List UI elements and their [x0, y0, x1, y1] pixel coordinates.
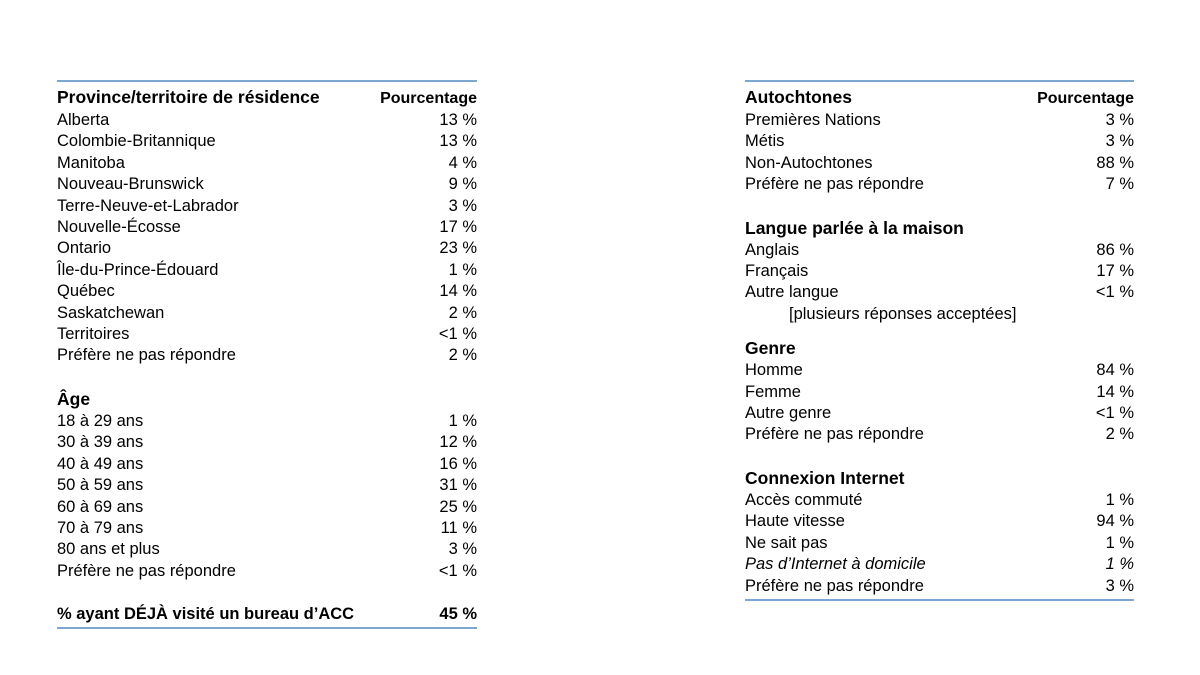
row-label: 70 à 79 ans — [57, 518, 144, 537]
age-section-heading — [57, 388, 477, 411]
group-spacer — [745, 446, 1134, 467]
table-top-rule — [745, 80, 1134, 82]
table-row — [57, 539, 477, 560]
row-value: 86 % — [1096, 240, 1134, 259]
row-value: 1 % — [1105, 490, 1134, 509]
table-row — [745, 533, 1134, 554]
row-label: 40 à 49 ans — [57, 454, 144, 473]
table-row — [57, 345, 477, 366]
table-row — [745, 153, 1134, 174]
row-label: 80 ans et plus — [57, 540, 160, 559]
row-label: Préfère ne pas répondre — [745, 175, 924, 194]
table-row — [57, 324, 477, 345]
table-row — [57, 518, 477, 539]
summary-spacer — [57, 582, 477, 603]
age-rows — [57, 411, 477, 582]
row-value: 25 % — [439, 497, 477, 516]
internet-heading-label: Connexion Internet — [745, 467, 905, 488]
row-label: Autre langue — [745, 283, 839, 302]
table-row — [745, 490, 1134, 511]
table-row — [57, 238, 477, 259]
table-row — [57, 497, 477, 518]
table-row — [57, 153, 477, 174]
province-rows — [57, 110, 477, 367]
row-label: Premières Nations — [745, 111, 881, 129]
table-row — [745, 403, 1134, 424]
row-value: <1 % — [1095, 283, 1134, 302]
table-row — [57, 260, 477, 281]
table-row — [57, 217, 477, 238]
language-rows — [745, 240, 1134, 304]
row-value: 1 % — [1105, 555, 1134, 574]
table-row — [745, 110, 1134, 131]
row-value: 94 % — [1096, 512, 1134, 531]
table-row — [745, 282, 1134, 303]
table-row — [745, 261, 1134, 282]
table-row — [57, 454, 477, 475]
row-label: 18 à 29 ans — [57, 411, 144, 430]
row-value: 2 % — [448, 303, 477, 322]
row-value: <1 % — [438, 325, 477, 344]
gender-rows — [745, 360, 1134, 446]
age-heading-label: Âge — [57, 388, 91, 409]
row-value: 13 % — [439, 111, 477, 129]
language-heading-label: Langue parlée à la maison — [745, 217, 964, 238]
row-label: Préfère ne pas répondre — [745, 576, 924, 595]
table-row — [57, 432, 477, 453]
row-label: Ne sait pas — [745, 533, 828, 552]
table-row — [745, 174, 1134, 195]
table-row — [745, 240, 1134, 261]
column-header-category: Autochtones — [745, 87, 852, 107]
row-label: Préfère ne pas répondre — [57, 346, 236, 365]
language-section-heading — [745, 217, 1134, 240]
table-row — [57, 411, 477, 432]
province-age-table — [57, 80, 477, 629]
row-value: 3 % — [448, 540, 477, 559]
internet-rows — [745, 490, 1134, 597]
column-header-percentage: Pourcentage — [380, 90, 477, 107]
row-value: 1 % — [1105, 533, 1134, 552]
group-spacer — [745, 325, 1134, 337]
row-label: Ontario — [57, 239, 112, 258]
row-label: Anglais — [745, 240, 800, 259]
table-row — [57, 110, 477, 131]
row-label: 30 à 39 ans — [57, 433, 144, 452]
row-label: 50 à 59 ans — [57, 476, 144, 495]
row-label: Saskatchewan — [57, 303, 165, 322]
indigenous-language-gender-internet-table — [745, 80, 1134, 601]
visited-office-label: % ayant DÉJÀ visité un bureau d’ACC — [57, 605, 355, 624]
table-row — [745, 360, 1134, 381]
table-row — [57, 303, 477, 324]
row-label: Métis — [745, 132, 785, 151]
table-row — [57, 131, 477, 152]
table-row — [57, 196, 477, 217]
row-value: 31 % — [439, 476, 477, 495]
indigenous-rows — [745, 110, 1134, 196]
column-header-category: Province/territoire de résidence — [57, 87, 320, 107]
row-value: <1 % — [438, 561, 477, 580]
row-label: 60 à 69 ans — [57, 497, 144, 516]
row-label: Pas d’Internet à domicile — [745, 555, 926, 574]
row-label: Territoires — [57, 325, 130, 344]
row-value: 1 % — [448, 411, 477, 430]
table-header-row — [57, 86, 477, 110]
table-row — [745, 382, 1134, 403]
internet-section-heading — [745, 467, 1134, 490]
row-label: Québec — [57, 282, 115, 301]
row-value: 4 % — [448, 153, 477, 172]
table-row — [745, 424, 1134, 445]
row-label: Homme — [745, 361, 803, 380]
table-bottom-rule — [745, 599, 1134, 601]
table-bottom-rule — [57, 627, 477, 629]
table-row — [745, 554, 1134, 575]
row-label: Terre-Neuve-et-Labrador — [57, 196, 239, 215]
row-value: 17 % — [439, 218, 477, 237]
table-row — [57, 281, 477, 302]
table-row — [57, 561, 477, 582]
row-value: 17 % — [1096, 262, 1134, 281]
table-top-rule — [57, 80, 477, 82]
row-label: Haute vitesse — [745, 512, 845, 531]
row-label: Nouvelle-Écosse — [57, 218, 181, 237]
row-value: <1 % — [1095, 404, 1134, 423]
table-row — [745, 576, 1134, 597]
row-value: 2 % — [1105, 425, 1134, 444]
row-value: 16 % — [439, 454, 477, 473]
row-value: 84 % — [1096, 361, 1134, 380]
row-label: Français — [745, 262, 809, 281]
row-value: 88 % — [1096, 153, 1134, 172]
row-label: Préfère ne pas répondre — [57, 561, 236, 580]
row-value: 11 % — [440, 518, 477, 537]
table-row — [57, 475, 477, 496]
visited-office-value: 45 % — [439, 605, 477, 624]
row-label: Alberta — [57, 111, 110, 129]
table-row — [745, 131, 1134, 152]
row-label: Autre genre — [745, 404, 832, 423]
row-label: Femme — [745, 382, 801, 401]
row-value: 1 % — [448, 260, 477, 279]
row-value: 14 % — [439, 282, 477, 301]
row-value: 3 % — [1105, 111, 1134, 129]
row-value: 12 % — [439, 433, 477, 452]
row-value: 2 % — [448, 346, 477, 365]
language-note-label: [plusieurs réponses acceptées] — [789, 304, 1017, 323]
visited-office-summary-row — [57, 603, 477, 625]
row-value: 13 % — [439, 132, 477, 151]
row-label: Non-Autochtones — [745, 153, 873, 172]
column-header-percentage: Pourcentage — [1037, 90, 1134, 107]
row-label: Île-du-Prince-Édouard — [57, 260, 219, 279]
gender-section-heading — [745, 337, 1134, 360]
row-label: Préfère ne pas répondre — [745, 425, 924, 444]
table-row — [745, 511, 1134, 532]
table-header-row — [745, 86, 1134, 110]
row-value: 3 % — [1105, 576, 1134, 595]
row-value: 3 % — [448, 196, 477, 215]
gender-heading-label: Genre — [745, 338, 796, 359]
row-value: 9 % — [448, 175, 477, 194]
row-value: 23 % — [439, 239, 477, 258]
table-row — [57, 174, 477, 195]
group-spacer — [745, 196, 1134, 217]
language-note-row — [745, 304, 1134, 325]
row-value: 7 % — [1105, 175, 1134, 194]
row-value: 14 % — [1096, 382, 1134, 401]
row-label: Manitoba — [57, 153, 125, 172]
row-label: Accès commuté — [745, 490, 863, 509]
row-value: 3 % — [1105, 132, 1134, 151]
row-label: Colombie-Britannique — [57, 132, 216, 151]
row-label: Nouveau-Brunswick — [57, 175, 204, 194]
group-spacer — [57, 367, 477, 388]
